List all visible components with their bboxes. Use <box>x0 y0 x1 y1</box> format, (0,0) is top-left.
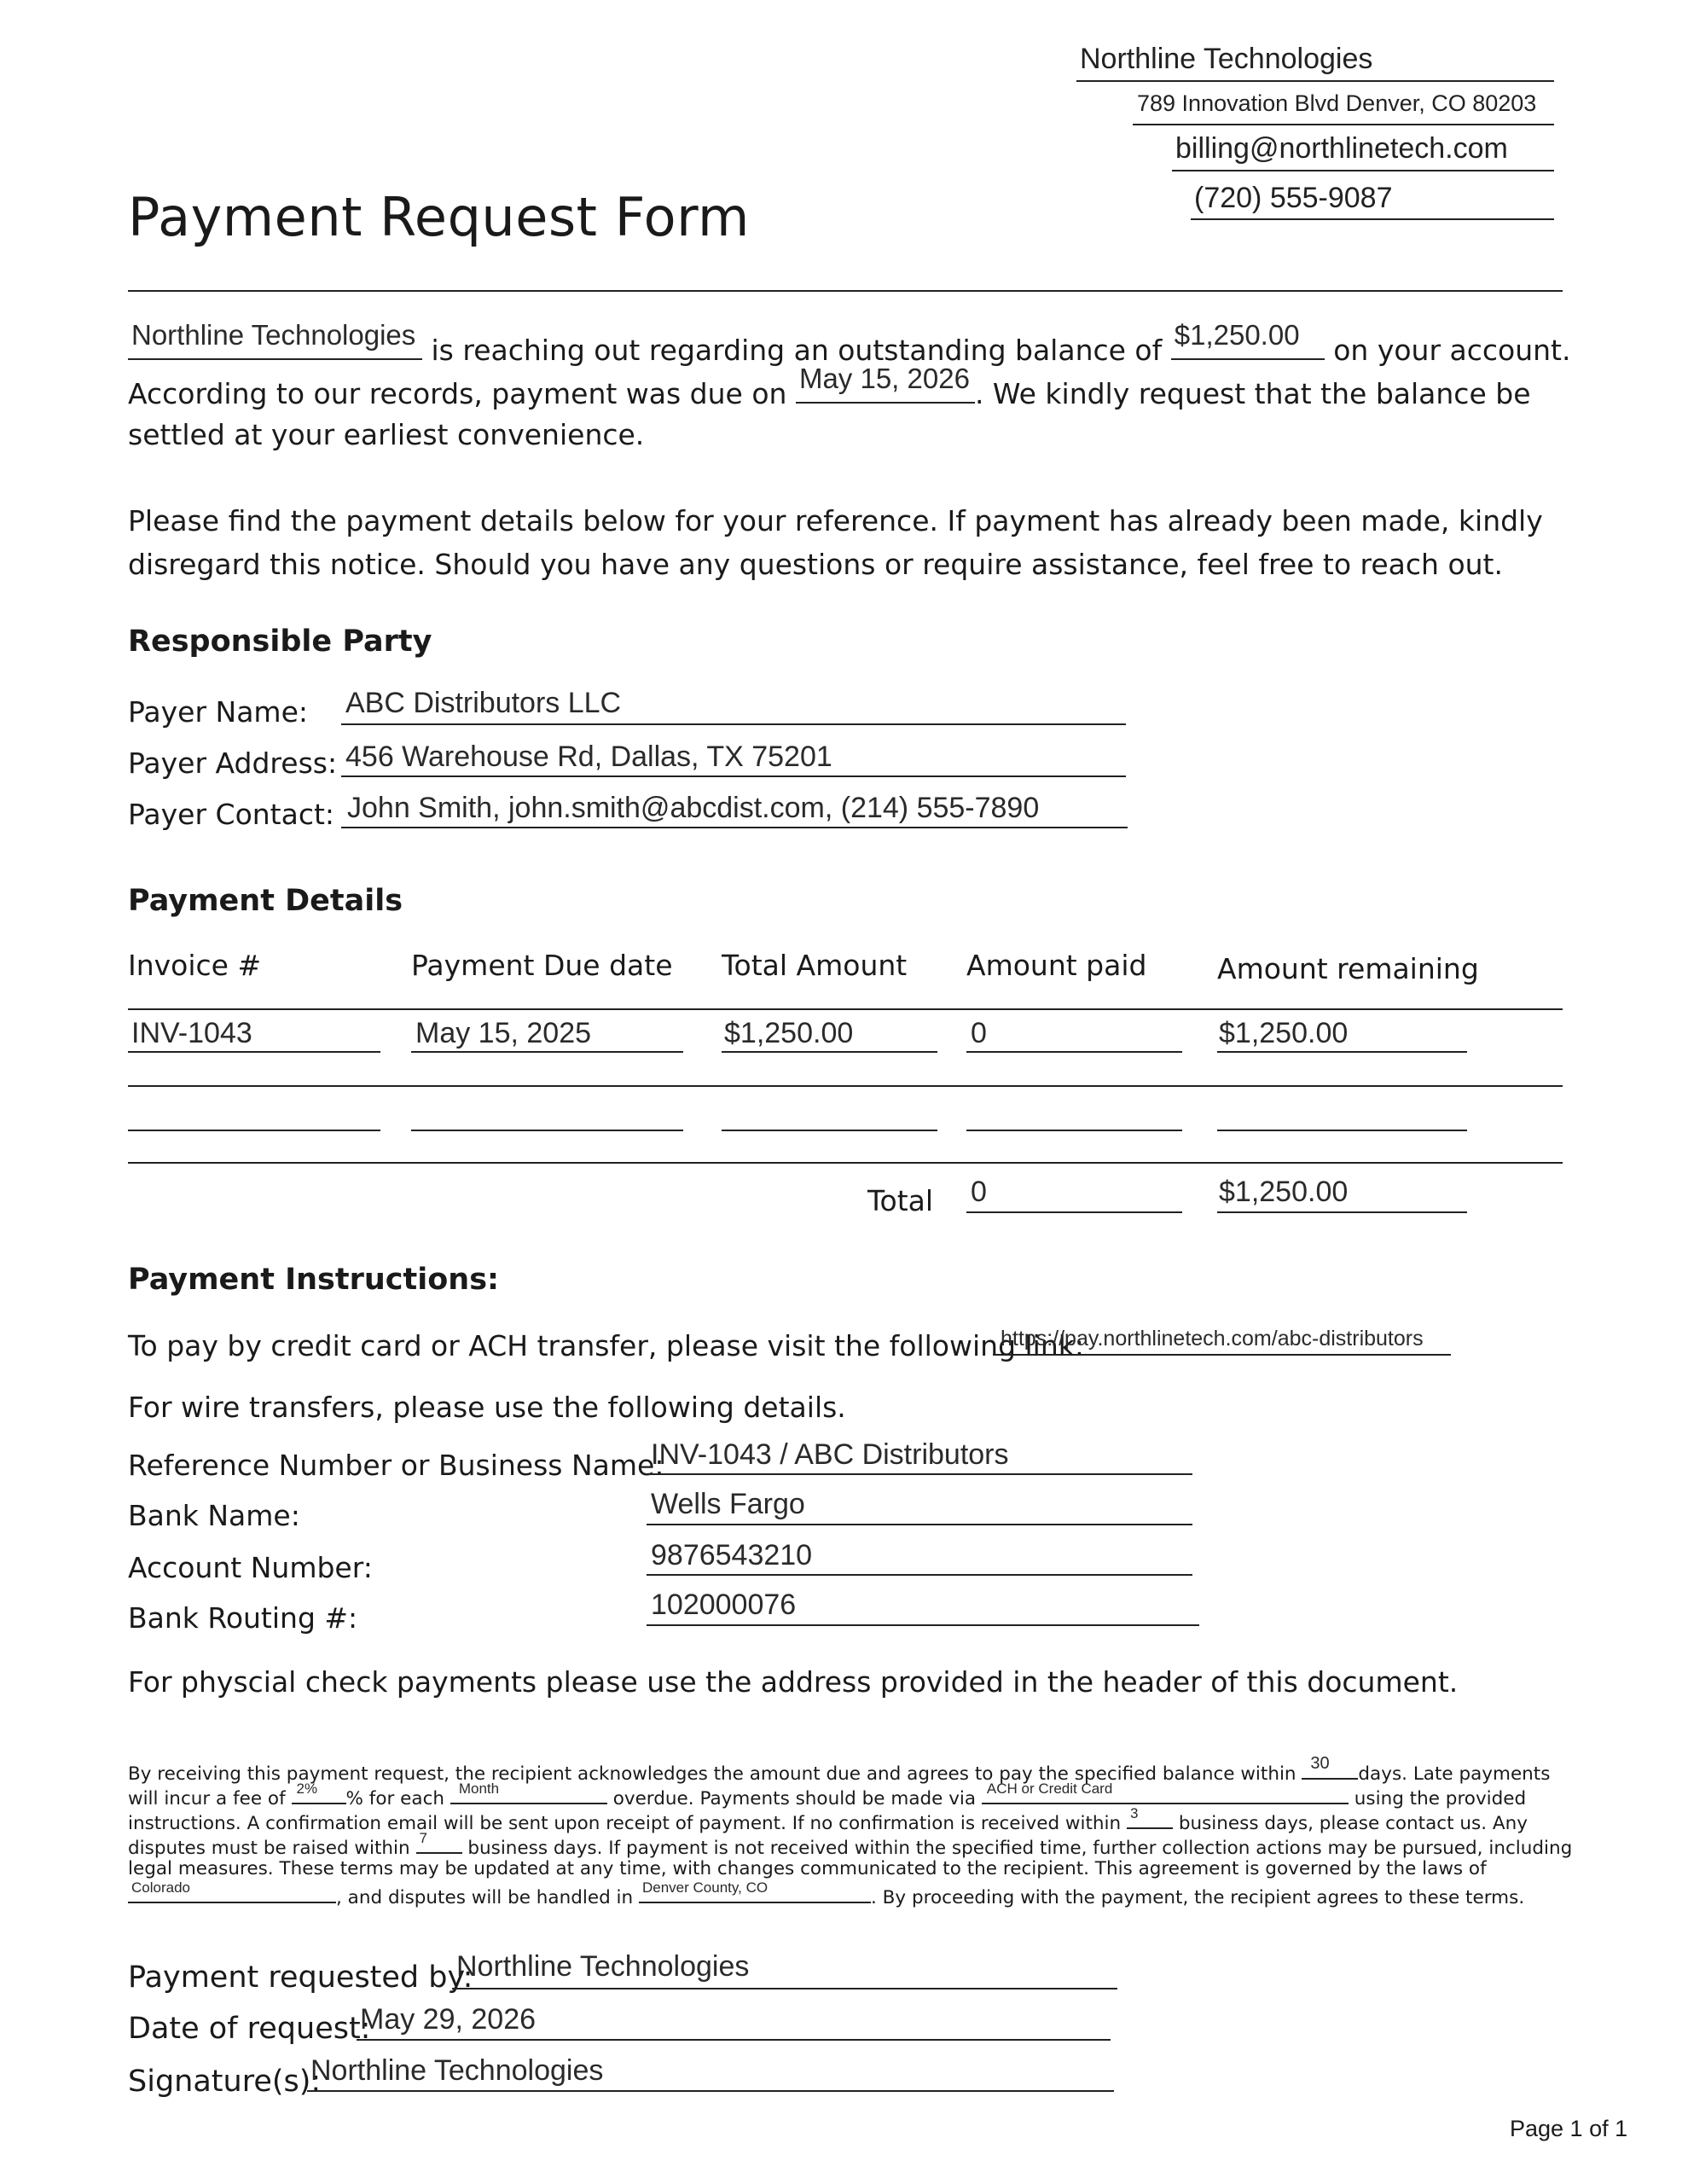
bank-name-line <box>647 1524 1192 1525</box>
terms-text-1b: days. Late payments <box>1358 1763 1551 1785</box>
intro-company-field: Northline Technologies <box>128 326 422 360</box>
total-remaining-line <box>1217 1211 1467 1213</box>
terms-state-field[interactable]: Colorado <box>128 1881 336 1903</box>
col-amount-paid: Amount paid <box>966 949 1147 982</box>
total-label: Total <box>867 1184 934 1217</box>
col-invoice: Invoice # <box>128 949 262 982</box>
header-phone: (720) 555-9087 <box>1194 182 1393 214</box>
terms-line-5: legal measures. These terms may be updated at any time, with changes communicated to the recipient. This agreement is governed by the laws of <box>128 1858 1487 1879</box>
page-title: Payment Request Form <box>128 186 750 248</box>
intro-text-3: According to our records, payment was due on <box>128 377 787 410</box>
payer-name-line <box>341 723 1126 725</box>
header-address-line <box>1133 124 1554 125</box>
payer-contact-line <box>341 827 1128 828</box>
header-email: billing@northlinetech.com <box>1175 132 1508 165</box>
row2-line-remaining[interactable] <box>1217 1130 1467 1131</box>
signature-value[interactable]: Northline Technologies <box>310 2054 604 2087</box>
reference-value[interactable]: INV-1043 / ABC Distributors <box>651 1438 1009 1471</box>
wire-instruction-text: For wire transfers, please use the following details. <box>128 1391 846 1424</box>
payment-details-heading: Payment Details <box>128 884 403 918</box>
payer-contact-value[interactable]: John Smith, john.smith@abcdist.com, (214) 555-7890 <box>347 792 1040 824</box>
reference-label: Reference Number or Business Name: <box>128 1449 664 1482</box>
bank-name-label: Bank Name: <box>128 1499 300 1532</box>
terms-text-2a: will incur a fee of <box>128 1788 286 1809</box>
row1-line-due <box>411 1051 683 1053</box>
reference-line <box>647 1473 1192 1475</box>
row2-line-paid[interactable] <box>966 1130 1182 1131</box>
header-company: Northline Technologies <box>1080 43 1373 75</box>
row1-line-invoice <box>128 1051 380 1053</box>
terms-text-2d: using the provided <box>1354 1788 1527 1809</box>
table-cell-total[interactable]: $1,250.00 <box>724 1017 854 1049</box>
terms-line-6 <box>128 1881 1524 1910</box>
requested-by-label: Payment requested by: <box>128 1960 473 1995</box>
date-of-request-line <box>357 2039 1111 2041</box>
intro-line-2 <box>128 363 1531 415</box>
row1-line-total <box>722 1051 937 1053</box>
col-total-amount: Total Amount <box>722 949 908 982</box>
terms-text-6a: , and disputes will be handled in <box>336 1887 634 1908</box>
terms-text-2b: % for each <box>345 1788 445 1809</box>
account-number-value[interactable]: 9876543210 <box>651 1539 813 1571</box>
table-cell-paid[interactable]: 0 <box>971 1017 987 1049</box>
intro-para2-line-2: disregard this notice. Should you have any questions or require assistance, feel free to reach out. <box>128 548 1503 581</box>
requested-by-line <box>452 1988 1117 1989</box>
terms-text-6b: . By proceeding with the payment, the recipient agrees to these terms. <box>871 1887 1525 1908</box>
table-cell-invoice[interactable]: INV-1043 <box>131 1017 252 1049</box>
routing-line <box>647 1624 1199 1626</box>
payer-contact-label: Payer Contact: <box>128 798 335 831</box>
intro-line-3: settled at your earliest convenience. <box>128 418 645 451</box>
col-amount-remaining: Amount remaining <box>1217 952 1479 985</box>
title-divider <box>128 290 1563 292</box>
terms-text-1a: By receiving this payment request, the recipient acknowledges the amount due and agrees to pay the specified balance within <box>128 1763 1296 1785</box>
total-paid-value[interactable]: 0 <box>971 1176 987 1208</box>
row2-line-total[interactable] <box>722 1130 937 1131</box>
table-header-rule <box>128 1008 1563 1010</box>
total-paid-line <box>966 1211 1182 1213</box>
terms-text-3a: instructions. A confirmation email will be sent upon receipt of payment. If no confirmation is received within <box>128 1813 1122 1834</box>
account-number-line <box>647 1574 1192 1576</box>
signature-label: Signature(s): <box>128 2065 322 2099</box>
account-number-label: Account Number: <box>128 1551 373 1584</box>
total-remaining-value[interactable]: $1,250.00 <box>1219 1176 1349 1208</box>
payment-link[interactable]: https://pay.northlinetech.com/abc-distributors <box>1001 1327 1424 1350</box>
header-phone-line <box>1191 218 1554 220</box>
terms-confirm-days-field[interactable]: 3 <box>1127 1807 1173 1829</box>
responsible-party-heading: Responsible Party <box>128 624 432 659</box>
payer-address-label: Payer Address: <box>128 746 338 780</box>
intro-para2-line-1: Please find the payment details below for your reference. If payment has already been made, kindly <box>128 504 1543 537</box>
terms-method-field[interactable]: ACH or Credit Card <box>982 1782 1349 1804</box>
date-of-request-label: Date of request: <box>128 2012 371 2046</box>
row2-rule <box>128 1162 1563 1164</box>
terms-text-3b: business days, please contact us. Any <box>1178 1813 1528 1834</box>
row2-line-invoice[interactable] <box>128 1130 380 1131</box>
row2-line-due[interactable] <box>411 1130 683 1131</box>
requested-by-value[interactable]: Northline Technologies <box>456 1950 750 1983</box>
col-due-date: Payment Due date <box>411 949 673 982</box>
terms-fee-field[interactable]: 2% <box>292 1782 346 1804</box>
payer-name-value[interactable]: ABC Distributors LLC <box>345 687 622 719</box>
intro-text-2: on your account. <box>1333 334 1571 367</box>
intro-text-1: is reaching out regarding an outstanding balance of <box>431 334 1163 367</box>
terms-days-field[interactable]: 30 <box>1302 1757 1358 1780</box>
routing-value[interactable]: 102000076 <box>651 1589 797 1621</box>
payer-address-line <box>341 775 1126 777</box>
intro-text-4: . We kindly request that the balance be <box>974 377 1531 410</box>
check-instruction-text: For physcial check payments please use the address provided in the header of this document. <box>128 1665 1459 1699</box>
header-company-line <box>1076 80 1554 82</box>
row1-line-paid <box>966 1051 1182 1053</box>
terms-period-field[interactable]: Month <box>450 1782 607 1804</box>
table-cell-due-date[interactable]: May 15, 2025 <box>415 1017 592 1049</box>
intro-due-date-field: May 15, 2026 <box>796 369 975 404</box>
card-instruction-text: To pay by credit card or ACH transfer, please visit the following link: <box>128 1329 1084 1362</box>
intro-balance-field: $1,250.00 <box>1171 326 1325 360</box>
terms-text-4a: disputes must be raised within <box>128 1838 410 1859</box>
routing-label: Bank Routing #: <box>128 1601 358 1635</box>
terms-text-2c: overdue. Payments should be made via <box>612 1788 977 1809</box>
date-of-request-value[interactable]: May 29, 2026 <box>360 2003 537 2036</box>
header-address: 789 Innovation Blvd Denver, CO 80203 <box>1137 90 1537 116</box>
payer-name-label: Payer Name: <box>128 695 309 729</box>
page-number: Page 1 of 1 <box>1510 2116 1628 2141</box>
terms-text-4b: business days. If payment is not received within the specified time, further collection actions may be pursued, including <box>467 1838 1573 1859</box>
table-cell-remaining[interactable]: $1,250.00 <box>1219 1017 1349 1049</box>
terms-county-field[interactable]: Denver County, CO <box>639 1881 871 1903</box>
payment-link-line <box>993 1354 1451 1356</box>
header-email-line <box>1172 170 1554 171</box>
payer-address-value[interactable]: 456 Warehouse Rd, Dallas, TX 75201 <box>345 741 832 773</box>
row1-rule <box>128 1085 1563 1087</box>
terms-dispute-days-field[interactable]: 7 <box>416 1832 462 1854</box>
payment-instructions-heading: Payment Instructions: <box>128 1263 500 1297</box>
signature-line <box>307 2090 1114 2092</box>
row1-line-remaining <box>1217 1051 1467 1053</box>
bank-name-value[interactable]: Wells Fargo <box>651 1488 805 1520</box>
